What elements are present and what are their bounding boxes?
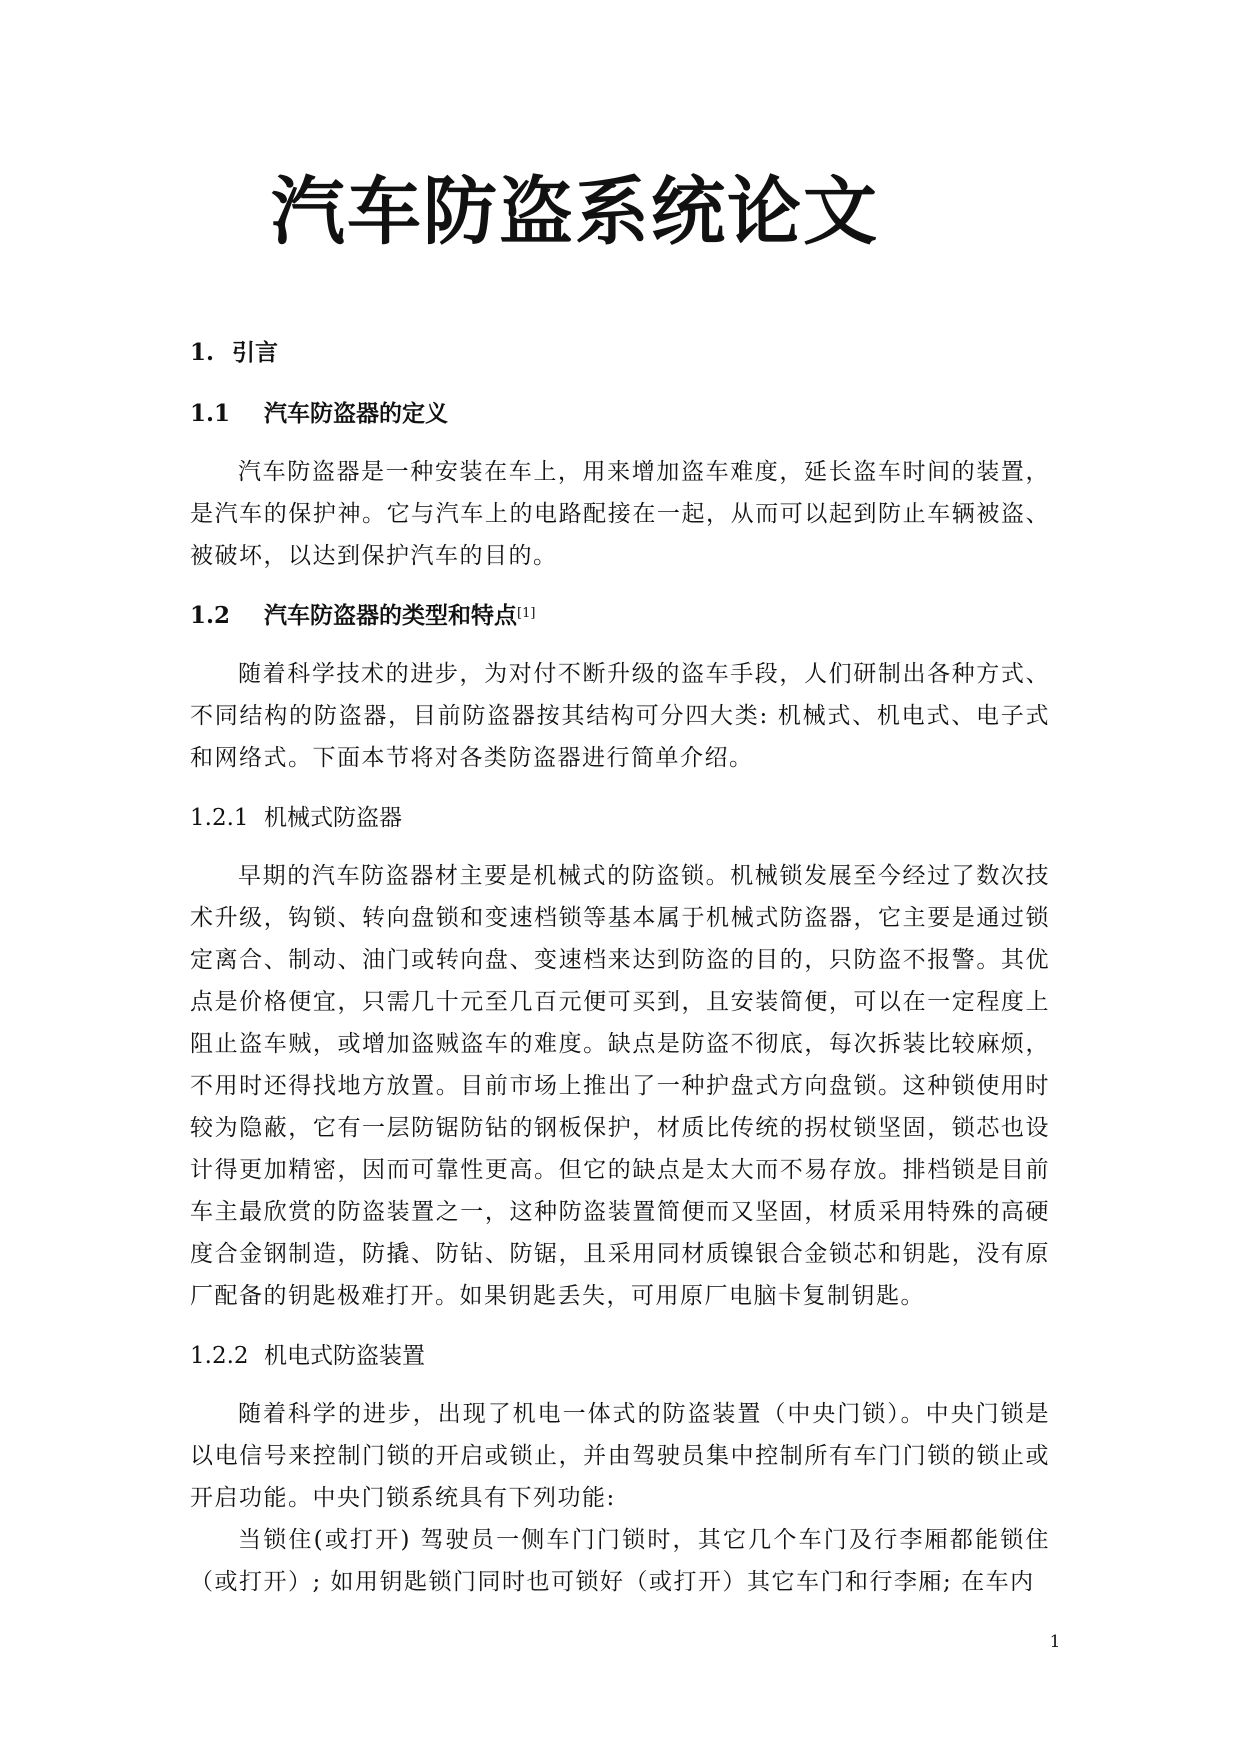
- page-number: 1: [1049, 1632, 1061, 1652]
- section-1-2-1-number: 1.2.1: [190, 805, 249, 831]
- section-1-2-title: 汽车防盗器的类型和特点: [264, 602, 517, 629]
- citation-reference: [1]: [517, 606, 536, 621]
- section-1-1-title: 汽车防盗器的定义: [264, 400, 448, 427]
- section-1-number: 1.: [190, 339, 215, 366]
- section-1-2-2-paragraph-2: 当锁住(或打开) 驾驶员一侧车门门锁时，其它几个车门及行李厢都能锁住（或打开）; 如用钥匙锁门同时也可锁好（或打开）其它车门和行李厢; 在车内: [190, 1527, 1050, 1595]
- section-1-2-number: 1.2: [190, 602, 231, 629]
- section-1-heading: [190, 336, 1050, 370]
- section-1-2-2-heading: [190, 1339, 1050, 1373]
- section-1-1-number: 1.1: [190, 400, 231, 427]
- section-1-2-1-title: 机械式防盗器: [264, 805, 402, 831]
- section-1-title: 引言: [232, 339, 279, 366]
- document-title: 汽车防盗系统论文: [271, 169, 879, 255]
- section-1-1-paragraph: 汽车防盗器是一种安装在车上，用来增加盗车难度，延长盗车时间的装置，是汽车的保护神。它与汽车上的电路配接在一起，从而可以起到防止车辆被盗、被破坏，以达到保护汽车的目的。: [190, 459, 1050, 569]
- section-1-2-1-paragraph: 早期的汽车防盗器材主要是机械式的防盗锁。机械锁发展至今经过了数次技术升级，钩锁、转向盘锁和变速档锁等基本属于机械式防盗器，它主要是通过锁定离合、制动、油门或转向盘、变速档来达到防盗的目的，只防盗不报警。其优点是价格便宜，只需几十元至几百元便可买到，且安装简便，可以在一定程度上阻止盗车贼，或增加盗贼盗车的难度。缺点是防盗不彻底，每次拆装比较麻烦，不用时还得找地方放置。目前市场上推出了一种护盘式方向盘锁。这种锁使用时较为隐蔽，它有一层防锯防钻的钢板保护，材质比传统的拐杖锁坚固，锁芯也设计得更加精密，因而可靠性更高。但它的缺点是太大而不易存放。排档锁是目前车主最欣赏的防盗装置之一，这种防盗装置简便而又坚固，材质采用特殊的高硬度合金钢制造，防撬、防钻、防锯，且采用同材质镍银合金锁芯和钥匙，没有原厂配备的钥匙极难打开。如果钥匙丢失，可用原厂电脑卡复制钥匙。: [190, 863, 1050, 1309]
- section-1-2-heading: [190, 599, 1050, 633]
- section-1-2-2-paragraph-1: 随着科学的进步，出现了机电一体式的防盗装置（中央门锁）。中央门锁是以电信号来控制门锁的开启或锁止，并由驾驶员集中控制所有车门门锁的锁止或开启功能。中央门锁系统具有下列功能:: [190, 1401, 1050, 1511]
- document-body: [190, 336, 1050, 1603]
- section-1-2-2-number: 1.2.2: [190, 1343, 249, 1369]
- section-1-2-2-title: 机电式防盗装置: [264, 1343, 425, 1369]
- section-1-2-paragraph: 随着科学技术的进步，为对付不断升级的盗车手段，人们研制出各种方式、不同结构的防盗器，目前防盗器按其结构可分四大类: 机械式、机电式、电子式和网络式。下面本节将对各类防盗器进行简单介绍。: [190, 661, 1050, 771]
- section-1-2-1-heading: [190, 801, 1050, 835]
- section-1-1-heading: [190, 397, 1050, 431]
